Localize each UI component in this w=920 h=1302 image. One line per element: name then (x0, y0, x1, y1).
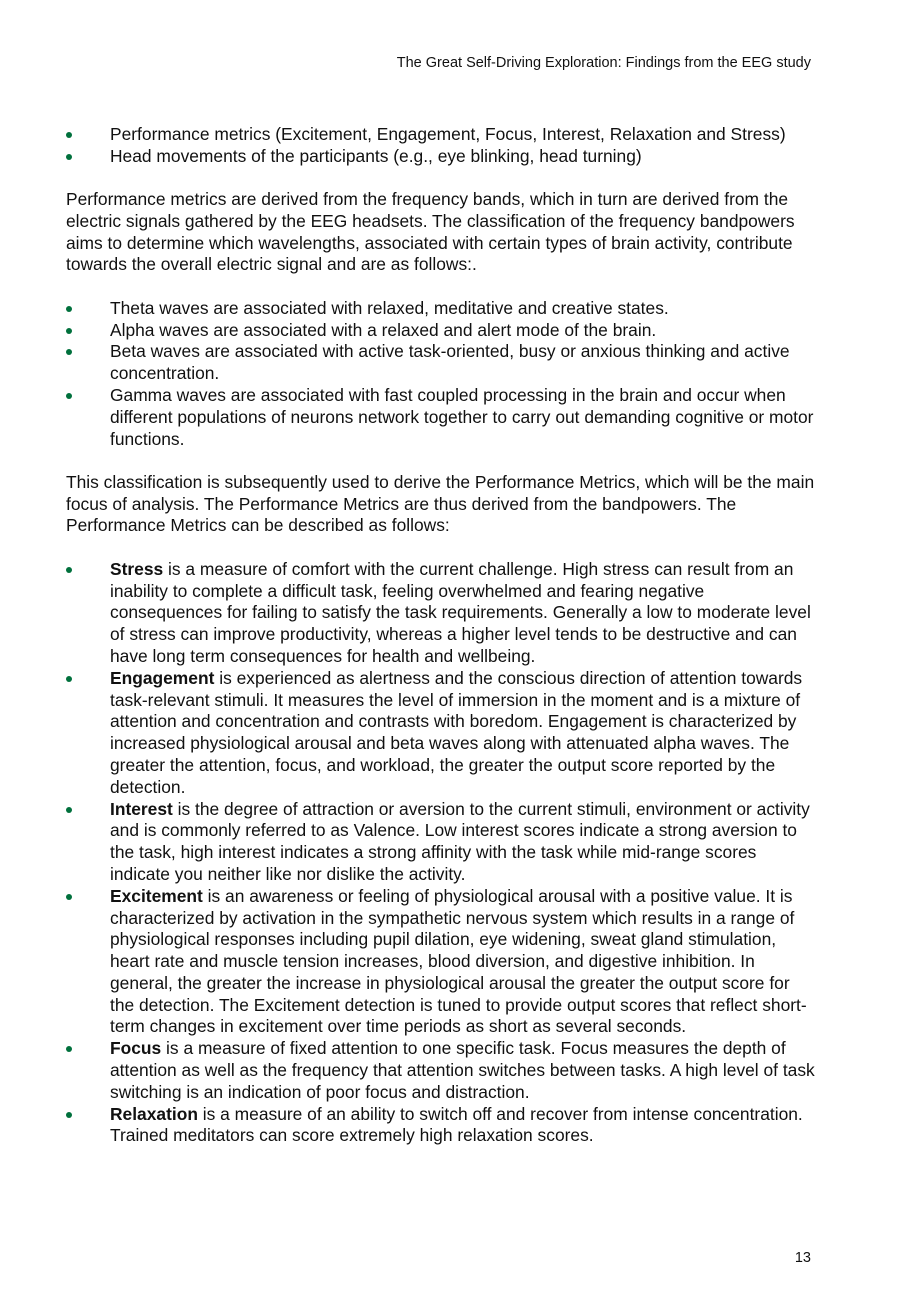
metric-term: Excitement (110, 885, 203, 906)
metric-term: Stress (110, 558, 164, 579)
list-item: Alpha waves are associated with a relaxed and alert mode of the brain. (66, 320, 816, 342)
paragraph-frequency-bands: Performance metrics are derived from the frequency bands, which in turn are derived from the electric signals gathered by the EEG headsets. The classification of the frequency bandpowers aims to determine which wavelengths, associated with certain types of brain activity, contribute towards the overall electric signal and are as follows:. (66, 189, 795, 275)
metric-engagement (66, 668, 816, 799)
metric-interest (66, 799, 816, 886)
metric-focus (66, 1038, 816, 1103)
metric-stress (66, 559, 816, 668)
paragraph-performance-metrics: This classification is subsequently used to derive the Performance Metrics, which will be the main focus of analysis. The Performance Metrics are thus derived from the bandpowers. The Performance Metrics can be described as follows: (66, 471, 815, 536)
page-body (66, 124, 816, 1147)
metric-excitement (66, 886, 816, 1039)
metric-description: is the degree of attraction or aversion to the current stimuli, environment or activity and is commonly referred to as Valence. Low interest scores indicate a strong aversion to the task, high interest indicates a strong affinity with the task while mid-range scores indicate you neither like nor dislike the activity. (110, 798, 810, 884)
metric-description: is a measure of an ability to switch off and recover from intense concentration. Trained meditators can score extremely high relaxation scores. (110, 1103, 803, 1146)
metric-description: is an awareness or feeling of physiological arousal with a positive value. It is characterized by activation in the sympathetic nervous system which results in a range of physiological responses including pupil dilation, eye widening, sweat gland stimulation, heart rate and muscle tension increases, blood diversion, and digestive inhibition. In general, the greater the increase in physiological arousal the greater the output score for the detection. The Excitement detection is tuned to provide output scores that reflect short-term changes in excitement over time periods as short as several seconds. (110, 885, 807, 1037)
list-item: Beta waves are associated with active task-oriented, busy or anxious thinking and active concentration. (66, 341, 816, 385)
metric-description: is a measure of comfort with the current challenge. High stress can result from an inability to complete a difficult task, feeling overwhelmed and fearing negative consequences for failing to satisfy the task requirements. Generally a low to moderate level of stress can improve productivity, whereas a higher level tends to be destructive and can have long term consequences for health and wellbeing. (110, 558, 811, 666)
metric-description: is a measure of fixed attention to one specific task. Focus measures the depth of attention as well as the frequency that attention switches between tasks. A high level of task switching is an indication of poor focus and distraction. (110, 1038, 815, 1102)
metric-description: is experienced as alertness and the conscious direction of attention towards task-relevant stimuli. It measures the level of immersion in the moment and is a mixture of attention and concentration and contrasts with boredom. Engagement is characterized by increased physiological arousal and beta waves along with attenuated alpha waves. The greater the attention, focus, and workload, the greater the output score reported by the detection. (110, 667, 803, 797)
data-collected-list (66, 124, 816, 168)
metric-relaxation (66, 1104, 816, 1148)
running-header: The Great Self-Driving Exploration: Findings from the EEG study (396, 55, 811, 71)
wave-types-list (66, 298, 816, 451)
metric-term: Focus (110, 1038, 162, 1059)
metric-term: Interest (110, 798, 173, 819)
list-item: Gamma waves are associated with fast coupled processing in the brain and occur when different populations of neurons network together to carry out demanding cognitive or motor functions. (66, 385, 816, 450)
list-item: Performance metrics (Excitement, Engagement, Focus, Interest, Relaxation and Stress) (66, 124, 816, 146)
list-item: Theta waves are associated with relaxed, meditative and creative states. (66, 298, 816, 320)
metric-term: Engagement (110, 667, 215, 688)
list-item: Head movements of the participants (e.g., eye blinking, head turning) (66, 146, 816, 168)
metrics-list (66, 559, 816, 1148)
page-number: 13 (794, 1250, 811, 1266)
metric-term: Relaxation (110, 1103, 198, 1124)
